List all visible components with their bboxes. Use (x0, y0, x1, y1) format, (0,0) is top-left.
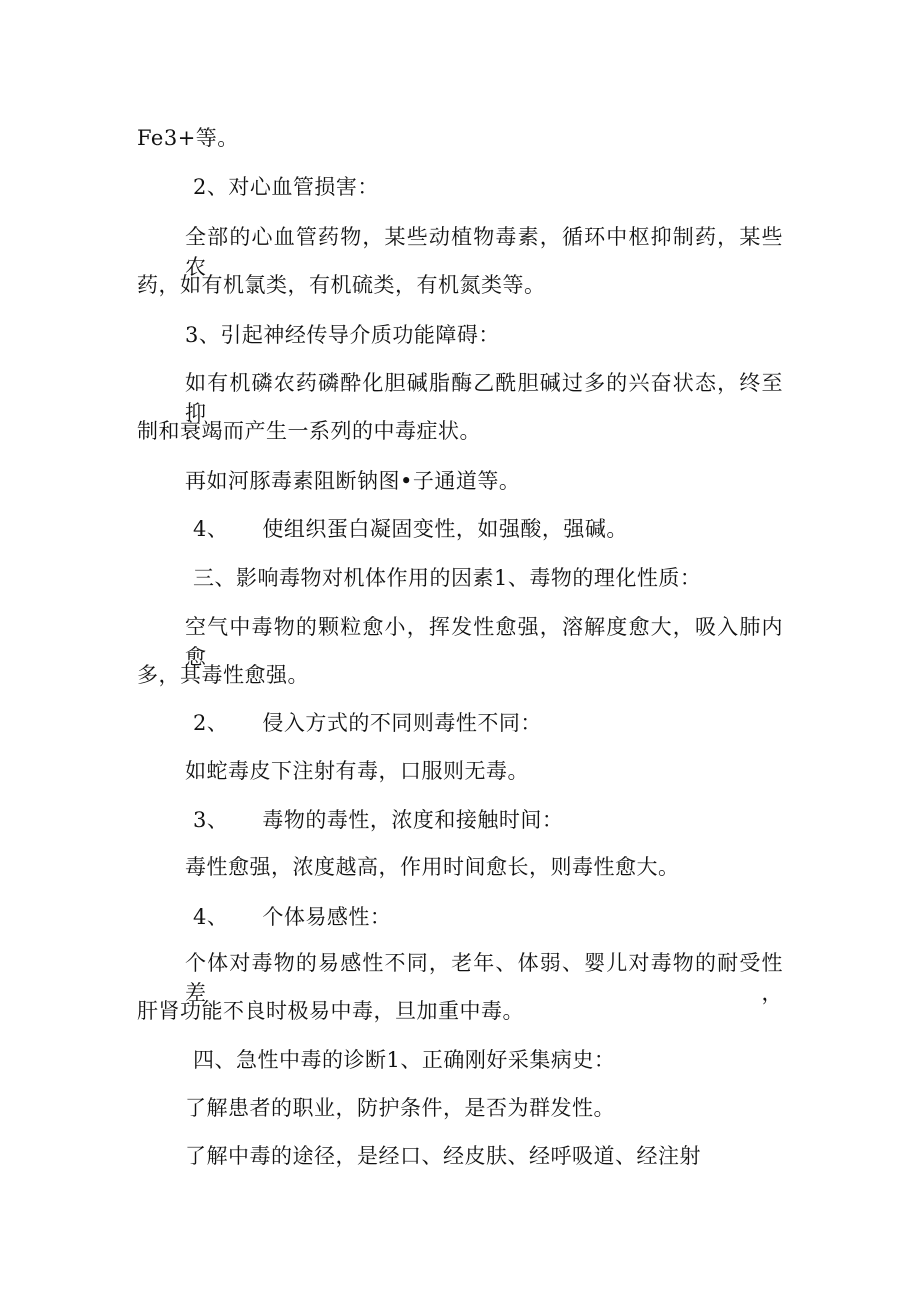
text-line-susceptibility-2: 肝肾功能不良时极易中毒，旦加重中毒。 (137, 999, 524, 1023)
text-line-occupation: 了解患者的职业，防护条件，是否为群发性。 (185, 1096, 615, 1120)
text-line-toxicity: 毒性愈强，浓度越高，作用时间愈长，则毒性愈大。 (185, 855, 680, 879)
item-number: 2、 (193, 711, 229, 735)
text-line-snake-venom: 如蛇毒皮下注射有毒，口服则无毒。 (185, 759, 529, 783)
heading-neurotransmitter: 3、引起神经传导介质功能障碍： (185, 323, 500, 347)
item-number: 4、 (193, 905, 229, 929)
text-line-fe3: Fe3+等。 (137, 126, 239, 150)
heading-toxicity-concentration (193, 805, 563, 835)
text-line-susceptibility-1: 个体对毒物的易感性不同，老年、体弱、婴儿对毒物的耐受性差， (185, 951, 783, 1005)
section-heading-factors: 三、影响毒物对机体作用的因素1、毒物的理化性质： (193, 566, 702, 590)
item-number: 3、 (193, 808, 229, 832)
heading-route-of-entry (193, 708, 542, 738)
heading-susceptibility (193, 902, 391, 932)
text-line-organophosphate-1: 如有机磷农药磷酔化胆碱脂酶乙酰胆碱过多的兴奋状态，终至抑 (185, 371, 783, 425)
text-line-particles-2: 多，其毒性愈强。 (137, 663, 309, 687)
item-text: 毒物的毒性，浓度和接触时间： (262, 808, 564, 832)
heading-cardiovascular-damage: 2、对心血管损害： (193, 175, 379, 199)
section-heading-diagnosis: 四、急性中毒的诊断1、正确刚好采集病史： (193, 1048, 616, 1072)
text-line-cardiovascular-2: 药，如有机氯类，有机硫类，有机氮类等。 (137, 273, 546, 297)
text-line-tetrodotoxin: 再如河豚毒素阻断钠图•子通道等。 (185, 469, 521, 493)
text-line-cardiovascular-1: 全部的心血管药物，某些动植物毒素，循环中枢抑制药，某些农 (185, 225, 783, 279)
text-line-route: 了解中毒的途径，是经口、经皮肤、经呼吸道、经注射 (185, 1144, 701, 1168)
item-text: 侵入方式的不同则毒性不同： (262, 711, 542, 735)
text-line-particles-1: 空气中毒物的颗粒愈小，挥发性愈强，溶解度愈大，吸入肺内愈 (185, 615, 783, 669)
heading-protein-coagulation (193, 514, 628, 544)
item-text: 个体易感性： (262, 905, 392, 929)
text-line-organophosphate-2: 制和衰竭而产生一系列的中毒症状。 (137, 419, 481, 443)
item-number: 4、 (193, 517, 229, 541)
item-text: 使组织蛋白凝固变性，如强酸，强碱。 (262, 517, 628, 541)
